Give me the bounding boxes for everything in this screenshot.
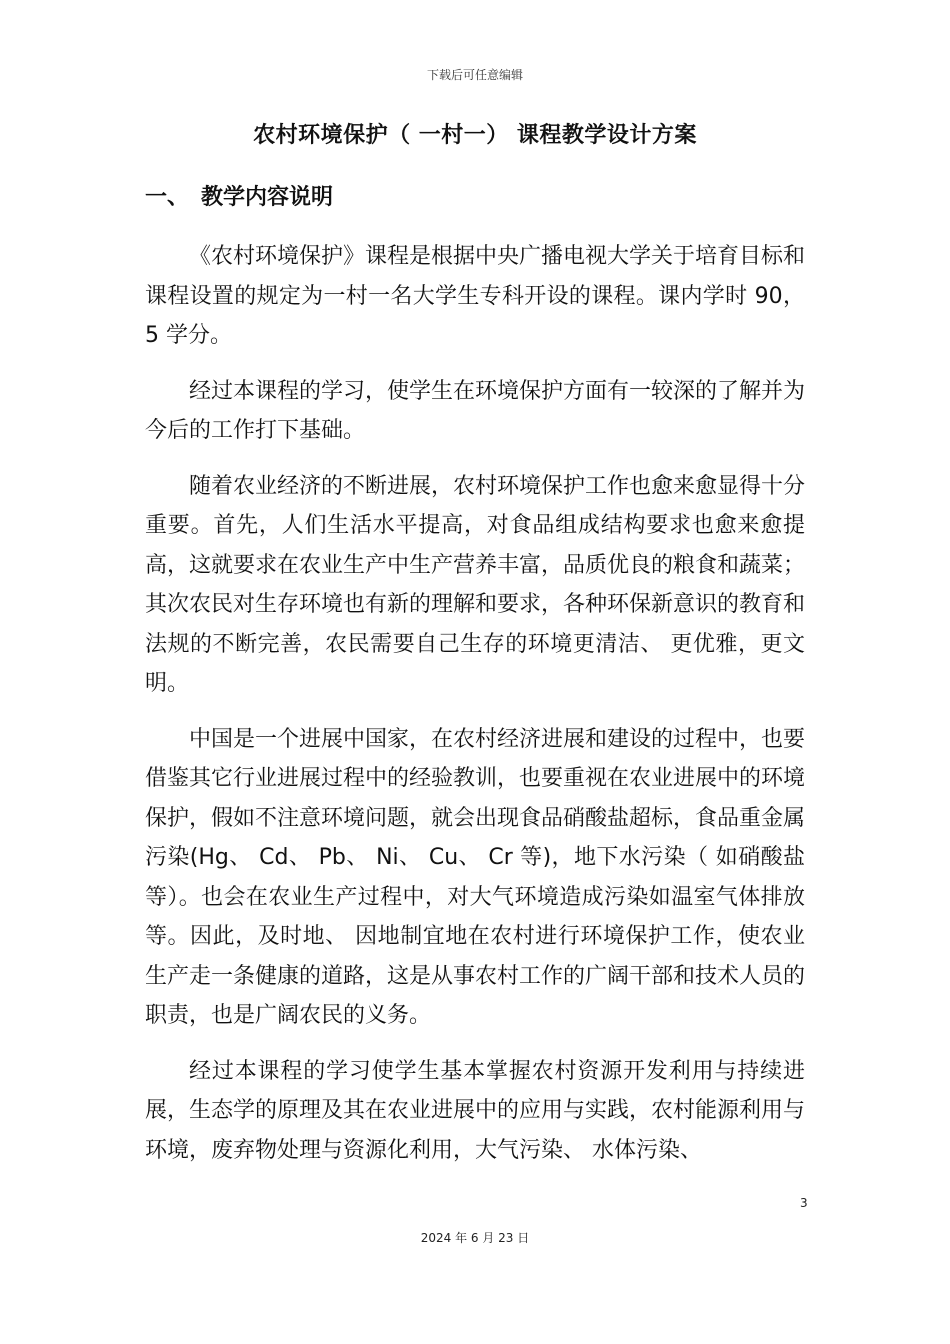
paragraph-course-intro: 《农村环境保护》课程是根据中央广播电视大学关于培育目标和课程设置的规定为一村一名大学生专科开设的课程。课内学时 90，5 学分。	[145, 244, 806, 348]
section-title: 教学内容说明	[201, 185, 334, 210]
document-body	[145, 237, 805, 1186]
footer-date: 2024 年 6 月 23 日	[420, 1231, 530, 1245]
section-heading	[145, 180, 333, 211]
paragraph-importance: 随着农业经济的不断进展，农村环境保护工作也愈来愈显得十分重要。首先，人们生活水平提高，对食品组成结构要求也愈来愈提高，这就要求在农业生产中生产营养丰富，品质优良的粮食和蔬菜；其次农民对生存环境也有新的理解和要求，各种环保新意识的教育和法规的不断完善，农民需要自己生存的环境更清洁、 更优雅，更文明。	[145, 473, 806, 696]
section-number: 一、	[145, 185, 190, 210]
page-number: 3	[800, 1196, 808, 1210]
paragraph-course-goal: 经过本课程的学习，使学生在环境保护方面有一较深的了解并为今后的工作打下基础。	[145, 378, 806, 443]
page-header-note: 下载后可任意编辑	[426, 68, 523, 82]
document-title: 农村环境保护（ 一村一） 课程教学设计方案	[253, 123, 697, 148]
paragraph-learning-outcomes: 经过本课程的学习使学生基本掌握农村资源开发利用与持续进展，生态学的原理及其在农业进展中的应用与实践，农村能源利用与环境，废弃物处理与资源化利用，大气污染、 水体污染、	[145, 1058, 806, 1163]
paragraph-china-context: 中国是一个进展中国家，在农村经济进展和建设的过程中，也要借鉴其它行业进展过程中的经验教训，也要重视在农业进展中的环境保护，假如不注意环境问题，就会出现食品硝酸盐超标，食品重金属污染(Hg、 Cd、 Pb、 Ni、 Cu、 Cr 等)，地下水污染（ 如硝酸盐等）。也会在农业生产过程中，对大气环境造成污染如温室气体排放等。因此，及时地、 因地制宜地在农村进行环境保护工作，使农业生产走一条健康的道路，这是从事农村工作的广阔干部和技术人员的职责，也是广阔农民的义务。	[145, 726, 806, 1028]
